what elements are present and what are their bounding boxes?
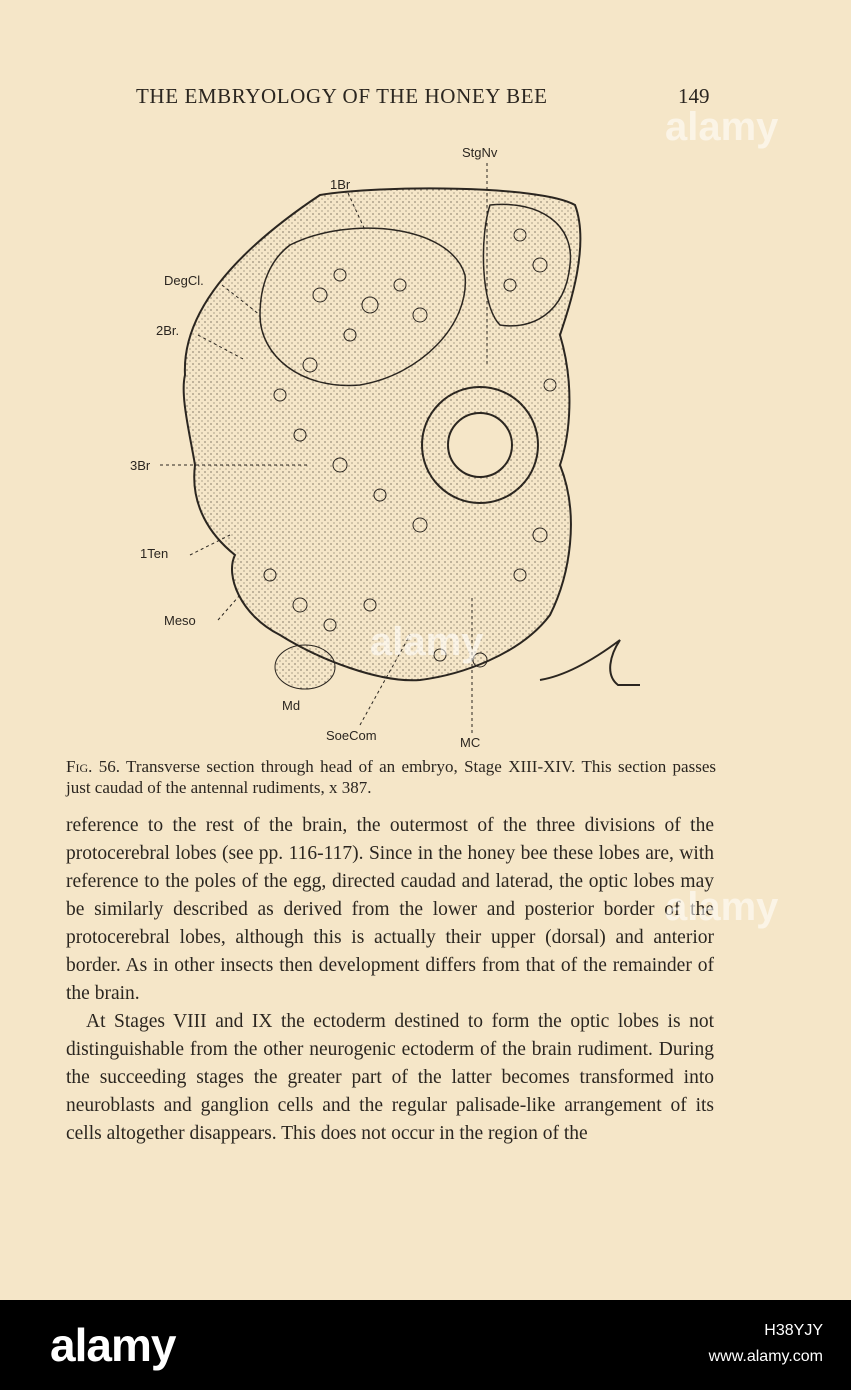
watermark-stamp: alamy <box>370 620 484 664</box>
label-3br: 3Br <box>130 458 151 473</box>
stock-footer-bar <box>0 1300 851 1390</box>
watermark-stamp: alamy <box>665 885 779 929</box>
stomodaeum-ring-lumen <box>448 413 512 477</box>
label-meso: Meso <box>164 613 196 628</box>
label-degcl: DegCl. <box>164 273 204 288</box>
alamy-logo: alamy <box>50 1319 176 1371</box>
caption-text: Transverse section through head of an embryo, Stage XIII-XIV. This section passes just caudad of the antennal rudiments, x 387. <box>66 757 716 797</box>
label-mc: MC <box>460 735 481 750</box>
watermark-stamp: alamy <box>665 105 779 149</box>
running-title: THE EMBRYOLOGY OF THE HONEY BEE <box>136 84 548 108</box>
label-soecom: SoeCom <box>326 728 377 743</box>
image-id: H38YJY <box>764 1322 823 1339</box>
label-1br: 1Br <box>330 177 351 192</box>
label-2br: 2Br. <box>156 323 180 338</box>
membrane-hook <box>540 640 640 685</box>
figure-caption <box>66 756 716 798</box>
md-blob <box>275 645 335 689</box>
caption-figure-number: Fig. 56. <box>66 757 120 776</box>
page-number: 149 <box>678 84 710 108</box>
body-text <box>66 812 714 1148</box>
label-stgnv: StgNv <box>462 145 498 160</box>
label-md: Md <box>282 698 301 713</box>
section-outline <box>184 188 581 680</box>
site-url: www.alamy.com <box>708 1348 823 1365</box>
paragraph-2: At Stages VIII and IX the ectoderm destined to form the optic lobes is not distinguishable from the other neurogenic ectoderm of the brain rudiment. During the succeeding stages the greater part of the latter becomes transformed into neuroblasts and ganglion cells and the regular palisade-like arrangement of its cells altogether disappears. This does not occur in the region of the <box>66 1011 714 1144</box>
paragraph-1: reference to the rest of the brain, the outermost of the three divisions of the protocerebral lobes (see pp. 116-117). Since in the honey bee these lobes are, with reference to the poles of the egg, directed caudad and laterad, the optic lobes may be similarly described as derived from the lower and posterior border of the protocerebral lobes, although this is actually their upper (dorsal) and anterior border. As in other insects then development differs from that of the remainder of the brain. <box>66 815 714 1004</box>
label-1ten: 1Ten <box>140 546 169 561</box>
